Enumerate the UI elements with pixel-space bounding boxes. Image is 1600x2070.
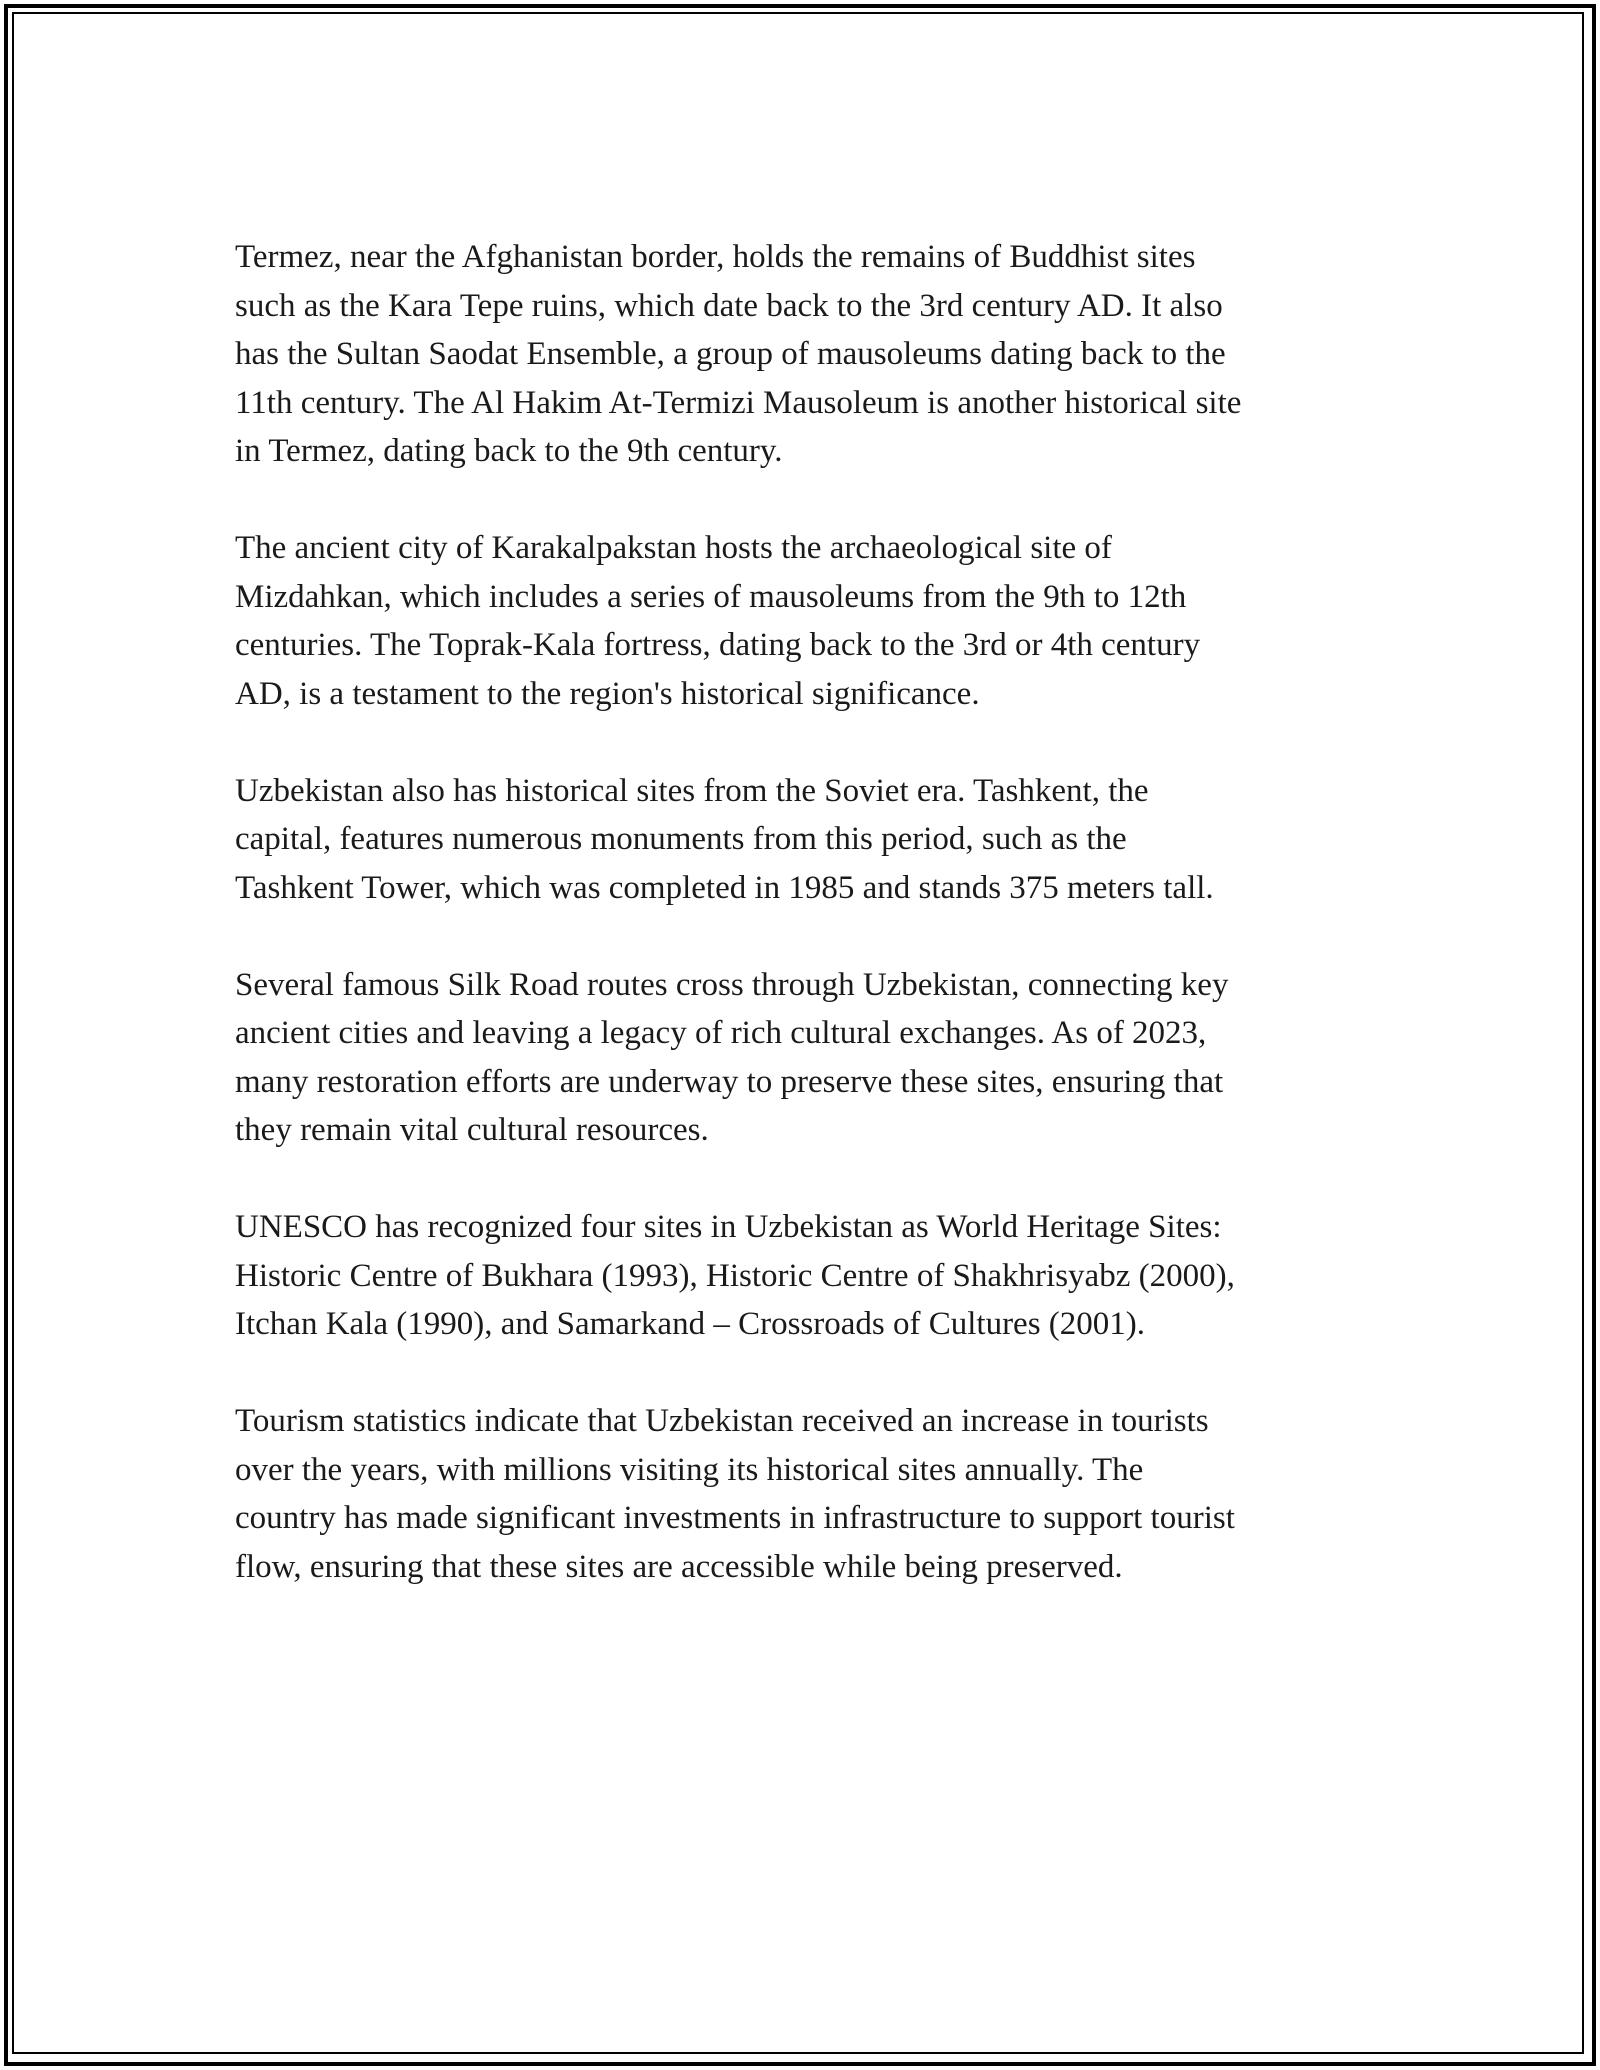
paragraph-tourism: Tourism statistics indicate that Uzbekistan received an increase in tourists over the years, with millions visiting its historical sites annually. The country has made significant investments in infrastructure to support tourist flow, ensuring that these sites are accessible while being preserved. [235,1403,1235,1585]
paragraph-karakalpakstan: The ancient city of Karakalpakstan hosts the archaeological site of Mizdahkan, which includes a series of mausoleums from the 9th to 12th centuries. The Toprak-Kala fortress, dating back to the 3rd or 4th century AD, is a testament to the region's historical significance. [235,530,1201,712]
paragraph-unesco: UNESCO has recognized four sites in Uzbekistan as World Heritage Sites: Historic Centre of Bukhara (1993), Historic Centre of Shakhrisyabz (2000), Itchan Kala (1990), and Samarkand – Crossroads of Cultures (2001). [235,1209,1235,1342]
document-body [235,233,1375,1640]
paragraph-silk-road: Several famous Silk Road routes cross through Uzbekistan, connecting key ancient cities and leaving a legacy of rich cultural exchanges. As of 2023, many restoration efforts are underway to preserve these sites, ensuring that they remain vital cultural resources. [235,966,1229,1148]
paragraph-soviet-era: Uzbekistan also has historical sites from the Soviet era. Tashkent, the capital, features numerous monuments from this period, such as the Tashkent Tower, which was completed in 1985 and stands 375 meters tall. [235,772,1214,906]
paragraph-termez: Termez, near the Afghanistan border, holds the remains of Buddhist sites such as the Kara Tepe ruins, which date back to the 3rd century AD. It also has the Sultan Saodat Ensemble, a group of mausoleums dating back to the 11th century. The Al Hakim At-Termizi Mausoleum is another historical site in Termez, dating back to the 9th century. [235,239,1242,469]
